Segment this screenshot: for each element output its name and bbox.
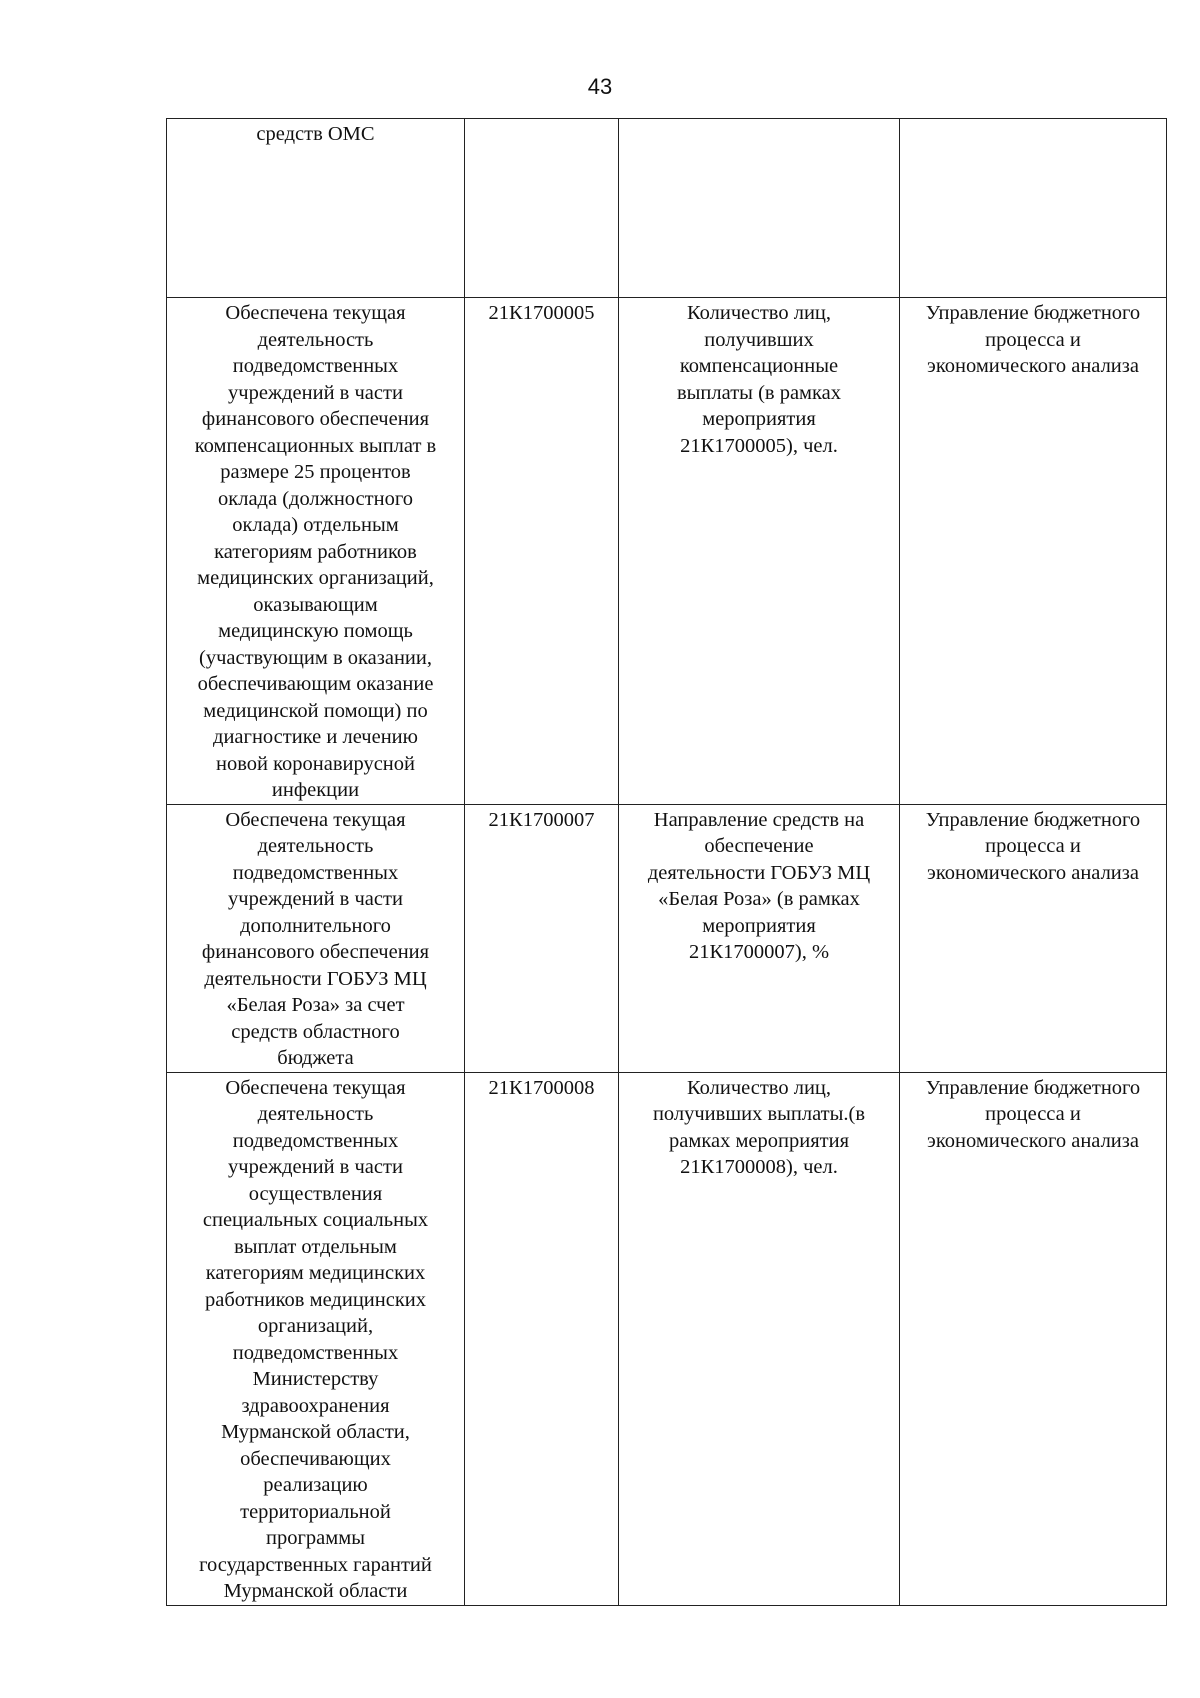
- results-table: [166, 118, 1167, 1606]
- code-cell: [465, 804, 619, 1072]
- table-row: [167, 804, 1167, 1072]
- responsible-cell: [900, 1072, 1167, 1605]
- responsible-text: Управление бюджетного процесса и экономического анализа: [925, 808, 1141, 884]
- indicator-cell: [619, 298, 900, 805]
- result-cell: [167, 1072, 465, 1605]
- indicator-cell: [619, 804, 900, 1072]
- responsible-cell: [900, 804, 1167, 1072]
- code-cell: [465, 298, 619, 805]
- result-cell: [167, 119, 465, 298]
- responsible-cell: [900, 119, 1167, 298]
- table-row: [167, 119, 1167, 298]
- result-cell: [167, 298, 465, 805]
- result-cell: [167, 804, 465, 1072]
- responsible-cell: [900, 298, 1167, 805]
- indicator-text: Направление средств на обеспечение деятельности ГОБУЗ МЦ «Белая Роза» (в рамках мероприятия 21К1700007), %: [647, 808, 871, 963]
- code-text: 21К1700005: [488, 302, 595, 324]
- result-text: Обеспечена текущая деятельность подведомственных учреждений в части финансового обеспечения компенсационных выплат в размере 25 процентов оклада (должностного оклада) отдельным категориям работников медицинских организаций, оказывающим медицинскую помощь (участвующим в оказании, обеспечивающим оказание медицинской помощи) по диагностике и лечению новой коронавирусной инфекции: [194, 302, 437, 801]
- indicator-text: Количество лиц, получивших выплаты.(в рамках мероприятия 21К1700008), чел.: [652, 1076, 866, 1178]
- result-text: средств ОМС: [256, 123, 375, 145]
- indicator-cell: [619, 119, 900, 298]
- code-cell: [465, 1072, 619, 1605]
- page-number: 43: [587, 74, 613, 99]
- code-text: 21К1700007: [488, 808, 595, 831]
- responsible-text: Управление бюджетного процесса и экономического анализа: [925, 302, 1141, 377]
- indicator-cell: [619, 1072, 900, 1605]
- responsible-text: Управление бюджетного процесса и экономического анализа: [925, 1076, 1141, 1152]
- code-cell: [465, 119, 619, 298]
- result-text: Обеспечена текущая деятельность подведомственных учреждений в части осуществления специальных социальных выплат отдельным категориям медицинских работников медицинских организаций, подведомственных Министерству здравоохранения Мурманской области, обеспечивающих реализацию территориальной программы государственных гарантий Мурманской области: [199, 1076, 432, 1602]
- table-row: [167, 1072, 1167, 1605]
- table-row: [167, 298, 1167, 805]
- indicator-text: Количество лиц, получивших компенсационные выплаты (в рамках мероприятия 21К1700005), чел.: [676, 302, 842, 457]
- code-text: 21К1700008: [488, 1076, 595, 1099]
- result-text: Обеспечена текущая деятельность подведомственных учреждений в части дополнительного финансового обеспечения деятельности ГОБУЗ МЦ «Белая Роза» за счет средств областного бюджета: [201, 808, 430, 1069]
